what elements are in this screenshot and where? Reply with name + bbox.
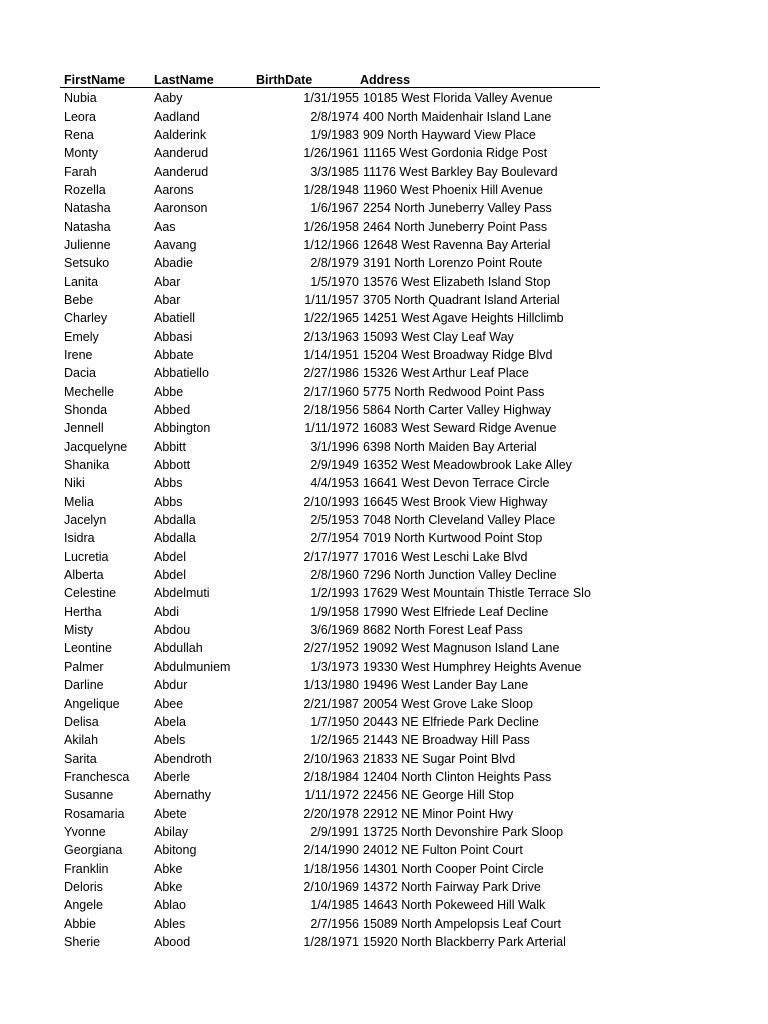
cell-birthdate: 2/10/1969 [303, 879, 359, 894]
cell-birthdate: 1/26/1961 [303, 146, 359, 161]
table-row [60, 713, 600, 731]
cell-firstname: Mechelle [64, 384, 115, 399]
table-row [60, 364, 600, 382]
cell-firstname: Jacquelyne [64, 439, 128, 454]
cell-firstname: Akilah [64, 733, 99, 748]
cell-firstname: Bebe [64, 292, 94, 307]
cell-lastname: Aanderud [154, 146, 209, 161]
cell-lastname: Aaby [154, 91, 183, 106]
cell-lastname: Abbott [154, 458, 191, 473]
cell-birthdate: 1/9/1983 [310, 127, 359, 142]
cell-address: 19330 West Humphrey Heights Avenue [363, 659, 582, 674]
table-row [60, 456, 600, 474]
table-row [60, 327, 600, 345]
cell-firstname: Natasha [64, 219, 111, 234]
cell-firstname: Darline [64, 678, 104, 693]
table-row [60, 493, 600, 511]
cell-birthdate: 2/10/1963 [303, 751, 359, 766]
cell-lastname: Abdalla [154, 531, 196, 546]
header-firstname: FirstName [64, 73, 126, 87]
header-lastname: LastName [154, 73, 214, 87]
table-row [60, 841, 600, 859]
cell-firstname: Georgiana [64, 843, 123, 858]
cell-firstname: Susanne [64, 788, 114, 803]
cell-lastname: Ablao [154, 898, 186, 913]
cell-address: 12404 North Clinton Heights Pass [363, 769, 552, 784]
cell-lastname: Abilay [154, 824, 189, 839]
cell-birthdate: 2/7/1954 [310, 531, 359, 546]
cell-address: 15920 North Blackberry Park Arterial [363, 934, 566, 949]
cell-firstname: Delisa [64, 714, 99, 729]
cell-firstname: Setsuko [64, 256, 110, 271]
cell-birthdate: 2/18/1956 [303, 403, 359, 418]
cell-birthdate: 1/28/1971 [303, 934, 359, 949]
table-row [60, 162, 600, 180]
cell-lastname: Abbatiello [154, 366, 209, 381]
cell-firstname: Isidra [64, 531, 95, 546]
cell-lastname: Abela [154, 714, 186, 729]
cell-firstname: Emely [64, 329, 99, 344]
cell-address: 5864 North Carter Valley Highway [363, 403, 552, 418]
table-row [60, 878, 600, 896]
cell-firstname: Franchesca [64, 769, 130, 784]
cell-birthdate: 1/2/1965 [310, 733, 359, 748]
cell-lastname: Abitong [154, 843, 197, 858]
cell-birthdate: 2/14/1990 [303, 843, 359, 858]
table-row [60, 914, 600, 932]
cell-birthdate: 1/28/1948 [303, 182, 359, 197]
cell-birthdate: 3/3/1985 [310, 164, 359, 179]
cell-address: 400 North Maidenhair Island Lane [363, 109, 552, 124]
table-row [60, 749, 600, 767]
cell-address: 16083 West Seward Ridge Avenue [363, 421, 557, 436]
cell-firstname: Monty [64, 146, 99, 161]
cell-address: 19092 West Magnuson Island Lane [363, 641, 560, 656]
cell-birthdate: 1/7/1950 [310, 714, 359, 729]
cell-address: 7048 North Cleveland Valley Place [363, 513, 556, 528]
cell-firstname: Franklin [64, 861, 109, 876]
table-row [60, 584, 600, 602]
cell-address: 12648 West Ravenna Bay Arterial [363, 237, 551, 252]
cell-address: 20054 West Grove Lake Sloop [363, 696, 534, 711]
cell-lastname: Abbate [154, 347, 194, 362]
cell-firstname: Jacelyn [64, 513, 107, 528]
cell-birthdate: 1/11/1972 [304, 421, 359, 436]
cell-lastname: Abdou [154, 623, 191, 638]
cell-firstname: Sarita [64, 751, 97, 766]
table-row [60, 383, 600, 401]
cell-birthdate: 1/9/1958 [310, 604, 359, 619]
cell-lastname: Abdullah [154, 641, 203, 656]
cell-address: 14251 West Agave Heights Hillclimb [363, 311, 564, 326]
table-row [60, 548, 600, 566]
table-row [60, 731, 600, 749]
cell-lastname: Aavang [154, 237, 197, 252]
table-row [60, 126, 600, 144]
cell-lastname: Abke [154, 879, 183, 894]
cell-lastname: Abbs [154, 476, 183, 491]
cell-birthdate: 1/3/1973 [310, 659, 359, 674]
cell-firstname: Rena [64, 127, 94, 142]
cell-birthdate: 1/31/1955 [303, 91, 359, 106]
cell-birthdate: 2/10/1993 [303, 494, 359, 509]
cell-birthdate: 2/5/1953 [310, 513, 359, 528]
table-row [60, 786, 600, 804]
cell-address: 15089 North Ampelopsis Leaf Court [363, 916, 562, 931]
cell-lastname: Abendroth [154, 751, 212, 766]
cell-address: 24012 NE Fulton Point Court [363, 843, 523, 858]
spreadsheet-table [60, 68, 600, 951]
cell-lastname: Abdel [154, 549, 186, 564]
cell-birthdate: 2/17/1960 [303, 384, 359, 399]
cell-firstname: Lucretia [64, 549, 109, 564]
cell-address: 16645 West Brook View Highway [363, 494, 548, 509]
table-row [60, 144, 600, 162]
cell-lastname: Abdulmuniem [154, 659, 231, 674]
cell-address: 7296 North Junction Valley Decline [363, 568, 557, 583]
cell-lastname: Abadie [154, 256, 193, 271]
cell-address: 21443 NE Broadway Hill Pass [363, 733, 530, 748]
cell-address: 11960 West Phoenix Hill Avenue [363, 182, 543, 197]
cell-birthdate: 2/20/1978 [303, 806, 359, 821]
cell-address: 3191 North Lorenzo Point Route [363, 256, 543, 271]
table-row [60, 603, 600, 621]
cell-birthdate: 2/9/1949 [310, 458, 359, 473]
cell-lastname: Abels [154, 733, 186, 748]
cell-lastname: Abke [154, 861, 183, 876]
cell-firstname: Angele [64, 898, 103, 913]
cell-address: 22456 NE George Hill Stop [363, 788, 514, 803]
cell-firstname: Melia [64, 494, 94, 509]
cell-birthdate: 2/18/1984 [303, 769, 359, 784]
cell-firstname: Leontine [64, 641, 112, 656]
table-row [60, 639, 600, 657]
cell-firstname: Niki [64, 476, 85, 491]
table-row [60, 933, 600, 951]
cell-birthdate: 2/8/1974 [310, 109, 359, 124]
cell-address: 6398 North Maiden Bay Arterial [363, 439, 537, 454]
cell-firstname: Jennell [64, 421, 104, 436]
cell-address: 16641 West Devon Terrace Circle [363, 476, 550, 491]
table-row [60, 272, 600, 290]
table-row [60, 676, 600, 694]
header-birthdate: BirthDate [256, 73, 313, 87]
cell-address: 5775 North Redwood Point Pass [363, 384, 545, 399]
cell-address: 14372 North Fairway Park Drive [363, 879, 541, 894]
table-row [60, 291, 600, 309]
table-row [60, 236, 600, 254]
cell-lastname: Abdalla [154, 513, 196, 528]
cell-lastname: Abar [154, 274, 181, 289]
header-address: Address [360, 73, 411, 87]
cell-firstname: Angelique [64, 696, 120, 711]
cell-firstname: Yvonne [64, 824, 106, 839]
cell-birthdate: 3/6/1969 [310, 623, 359, 638]
cell-lastname: Ables [154, 916, 186, 931]
cell-birthdate: 2/13/1963 [303, 329, 359, 344]
table-row [60, 896, 600, 914]
table-row [60, 419, 600, 437]
table-row [60, 529, 600, 547]
cell-birthdate: 2/17/1977 [303, 549, 359, 564]
cell-firstname: Deloris [64, 879, 103, 894]
cell-lastname: Abdel [154, 568, 186, 583]
cell-lastname: Aadland [154, 109, 200, 124]
cell-address: 19496 West Lander Bay Lane [363, 678, 529, 693]
cell-address: 2464 North Juneberry Point Pass [363, 219, 548, 234]
cell-firstname: Abbie [64, 916, 96, 931]
cell-lastname: Aarons [154, 182, 194, 197]
cell-address: 21833 NE Sugar Point Blvd [363, 751, 516, 766]
cell-lastname: Abbitt [154, 439, 186, 454]
cell-birthdate: 1/18/1956 [303, 861, 359, 876]
table-row [60, 107, 600, 125]
cell-firstname: Palmer [64, 659, 104, 674]
table-row [60, 658, 600, 676]
cell-firstname: Julienne [64, 237, 111, 252]
cell-lastname: Abar [154, 292, 181, 307]
cell-address: 3705 North Quadrant Island Arterial [363, 292, 560, 307]
cell-address: 22912 NE Minor Point Hwy [363, 806, 514, 821]
cell-address: 15204 West Broadway Ridge Blvd [363, 347, 553, 362]
cell-lastname: Abbasi [154, 329, 193, 344]
cell-lastname: Aanderud [154, 164, 209, 179]
table-row [60, 474, 600, 492]
cell-firstname: Celestine [64, 586, 117, 601]
cell-address: 17016 West Leschi Lake Blvd [363, 549, 528, 564]
table-row [60, 566, 600, 584]
cell-firstname: Misty [64, 623, 94, 638]
cell-address: 16352 West Meadowbrook Lake Alley [363, 458, 572, 473]
cell-firstname: Dacia [64, 366, 96, 381]
cell-firstname: Farah [64, 164, 97, 179]
cell-lastname: Abbington [154, 421, 211, 436]
cell-lastname: Abatiell [154, 311, 195, 326]
cell-address: 20443 NE Elfriede Park Decline [363, 714, 539, 729]
cell-address: 11165 West Gordonia Ridge Post [363, 146, 548, 161]
table-row [60, 621, 600, 639]
cell-lastname: Abernathy [154, 788, 211, 803]
cell-firstname: Hertha [64, 604, 102, 619]
cell-birthdate: 1/11/1972 [304, 788, 359, 803]
cell-birthdate: 1/6/1967 [310, 201, 359, 216]
table-row [60, 823, 600, 841]
cell-lastname: Abdi [154, 604, 180, 619]
cell-birthdate: 1/26/1958 [303, 219, 359, 234]
cell-birthdate: 2/8/1979 [310, 256, 359, 271]
cell-firstname: Leora [64, 109, 96, 124]
table-row [60, 309, 600, 327]
cell-firstname: Charley [64, 311, 108, 326]
cell-address: 15326 West Arthur Leaf Place [363, 366, 529, 381]
cell-birthdate: 1/22/1965 [303, 311, 359, 326]
cell-firstname: Natasha [64, 201, 111, 216]
table-body [60, 88, 600, 951]
cell-address: 17990 West Elfriede Leaf Decline [363, 604, 549, 619]
cell-firstname: Nubia [64, 91, 97, 106]
cell-birthdate: 1/11/1957 [304, 292, 359, 307]
cell-birthdate: 1/2/1993 [310, 586, 359, 601]
cell-birthdate: 2/8/1960 [310, 568, 359, 583]
cell-address: 17629 West Mountain Thistle Terrace Slo [363, 586, 591, 601]
cell-firstname: Rosamaria [64, 806, 125, 821]
cell-address: 14301 North Cooper Point Circle [363, 861, 544, 876]
cell-lastname: Abood [154, 934, 191, 949]
cell-birthdate: 1/5/1970 [310, 274, 359, 289]
cell-firstname: Alberta [64, 568, 104, 583]
cell-address: 7019 North Kurtwood Point Stop [363, 531, 543, 546]
cell-firstname: Sherie [64, 934, 101, 949]
cell-lastname: Abee [154, 696, 184, 711]
cell-lastname: Aalderink [154, 127, 207, 142]
cell-address: 13576 West Elizabeth Island Stop [363, 274, 551, 289]
cell-lastname: Aaronson [154, 201, 208, 216]
cell-address: 14643 North Pokeweed Hill Walk [363, 898, 546, 913]
cell-birthdate: 1/13/1980 [303, 678, 359, 693]
table-row [60, 511, 600, 529]
header-row [60, 68, 600, 88]
cell-lastname: Abete [154, 806, 187, 821]
table-row [60, 694, 600, 712]
cell-lastname: Aas [154, 219, 176, 234]
cell-address: 10185 West Florida Valley Avenue [363, 91, 553, 106]
cell-lastname: Aberle [154, 769, 191, 784]
cell-address: 11176 West Barkley Bay Boulevard [363, 164, 558, 179]
cell-lastname: Abbs [154, 494, 183, 509]
cell-firstname: Shanika [64, 458, 110, 473]
table-row [60, 401, 600, 419]
cell-lastname: Abdur [154, 678, 188, 693]
table-row [60, 804, 600, 822]
cell-birthdate: 2/21/1987 [303, 696, 359, 711]
cell-address: 8682 North Forest Leaf Pass [363, 623, 523, 638]
cell-birthdate: 1/12/1966 [303, 237, 359, 252]
table-row [60, 438, 600, 456]
cell-birthdate: 2/27/1986 [303, 366, 359, 381]
table-row [60, 181, 600, 199]
cell-lastname: Abbed [154, 403, 191, 418]
table-row [60, 346, 600, 364]
table-row [60, 199, 600, 217]
cell-birthdate: 2/27/1952 [303, 641, 359, 656]
table-row [60, 89, 600, 107]
cell-address: 2254 North Juneberry Valley Pass [363, 201, 552, 216]
cell-address: 909 North Hayward View Place [363, 127, 536, 142]
cell-firstname: Shonda [64, 403, 108, 418]
cell-birthdate: 2/7/1956 [310, 916, 359, 931]
cell-birthdate: 1/14/1951 [303, 347, 359, 362]
cell-birthdate: 4/4/1953 [310, 476, 359, 491]
cell-firstname: Rozella [64, 182, 106, 197]
cell-firstname: Lanita [64, 274, 99, 289]
table-row [60, 217, 600, 235]
table-row [60, 859, 600, 877]
cell-firstname: Irene [64, 347, 93, 362]
cell-address: 15093 West Clay Leaf Way [363, 329, 514, 344]
table-row [60, 254, 600, 272]
cell-lastname: Abbe [154, 384, 184, 399]
cell-birthdate: 3/1/1996 [310, 439, 359, 454]
cell-birthdate: 1/4/1985 [310, 898, 359, 913]
cell-address: 13725 North Devonshire Park Sloop [363, 824, 564, 839]
table-row [60, 768, 600, 786]
cell-birthdate: 2/9/1991 [310, 824, 359, 839]
cell-lastname: Abdelmuti [154, 586, 210, 601]
